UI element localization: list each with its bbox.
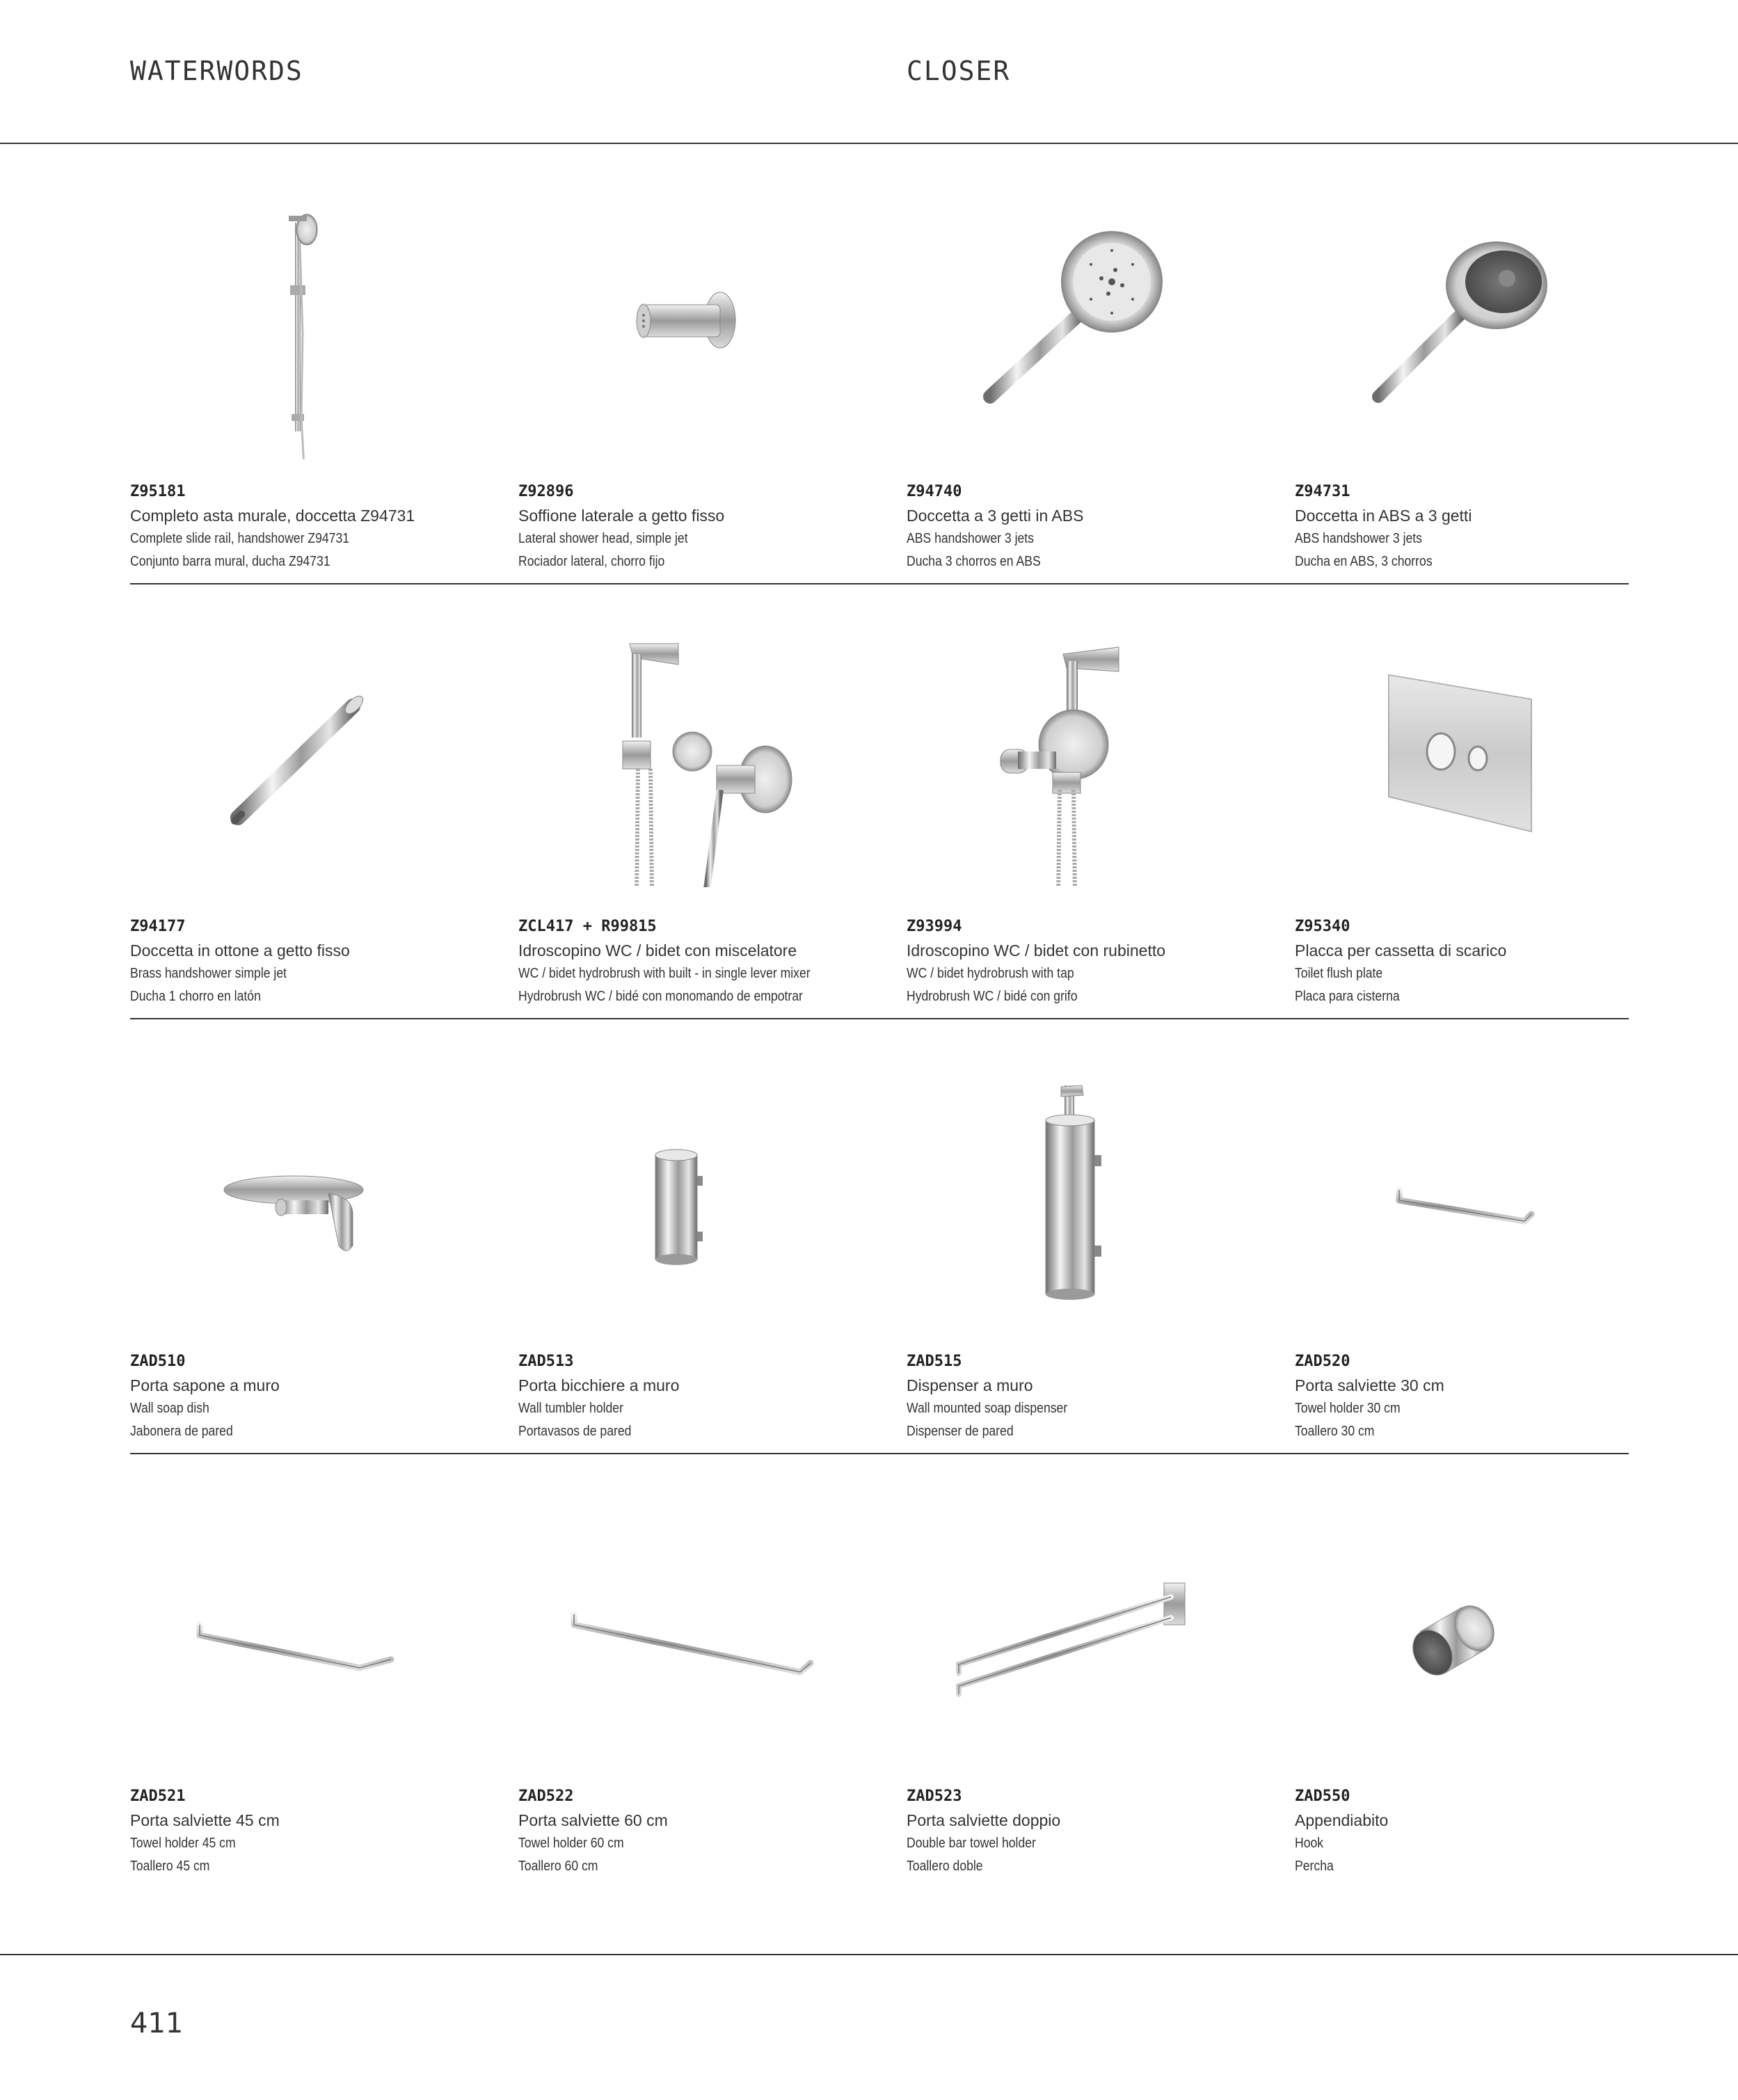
abs-handshower-icon	[1295, 195, 1671, 459]
towel-holder-30-icon	[1295, 1065, 1671, 1329]
description-es: Hydrobrush WC / bidé con grifo	[907, 989, 1078, 1004]
description-it: Soffione laterale a getto fisso	[518, 507, 725, 525]
description-it: Appendiabito	[1295, 1811, 1389, 1829]
product-code: Z94731	[1295, 483, 1350, 500]
product-code: ZAD521	[130, 1788, 186, 1805]
description-en: ABS handshower 3 jets	[907, 531, 1034, 546]
description-en: Wall mounted soap dispenser	[907, 1401, 1068, 1416]
flush-plate-icon	[1295, 630, 1671, 894]
description-es: Hydrobrush WC / bidé con monomando de empotrar	[518, 989, 803, 1004]
row-divider	[130, 1453, 1629, 1454]
description-it: Doccetta in ABS a 3 getti	[1295, 507, 1472, 525]
description-en: Towel holder 60 cm	[518, 1836, 624, 1851]
description-it: Porta salviette 60 cm	[518, 1811, 668, 1829]
row-divider	[130, 583, 1629, 584]
soap-dispenser-icon	[907, 1058, 1282, 1322]
towel-holder-45-icon	[130, 1500, 506, 1764]
soap-dish-icon	[130, 1065, 506, 1329]
description-en: Hook	[1295, 1836, 1324, 1851]
brass-handshower-icon	[130, 630, 506, 894]
hook-icon	[1295, 1500, 1671, 1764]
description-it: Doccetta a 3 getti in ABS	[907, 507, 1084, 525]
row-divider	[130, 1018, 1629, 1019]
description-en: Toilet flush plate	[1295, 966, 1383, 981]
description-en: Towel holder 45 cm	[130, 1836, 236, 1851]
footer-divider	[0, 1954, 1738, 1955]
handshower-3-jets-icon	[907, 195, 1282, 459]
description-en: WC / bidet hydrobrush with tap	[907, 966, 1074, 981]
description-it: Dispenser a muro	[907, 1376, 1033, 1394]
product-code: ZAD510	[130, 1353, 186, 1370]
description-it: Idroscopino WC / bidet con rubinetto	[907, 941, 1166, 960]
description-es: Conjunto barra mural, ducha Z94731	[130, 554, 330, 569]
description-it: Doccetta in ottone a getto fisso	[130, 941, 350, 960]
product-code: Z95181	[130, 483, 186, 500]
page-number: 411	[130, 2007, 184, 2039]
product-code: ZAD523	[907, 1788, 962, 1805]
slide-rail-icon	[130, 195, 506, 459]
description-es: Toallero 45 cm	[130, 1859, 210, 1874]
product-code: Z92896	[518, 483, 574, 500]
description-it: Porta sapone a muro	[130, 1376, 280, 1394]
collection-closer: CLOSER	[907, 56, 1011, 86]
description-en: Towel holder 30 cm	[1295, 1401, 1401, 1416]
description-es: Jabonera de pared	[130, 1424, 233, 1439]
description-it: Porta salviette doppio	[907, 1811, 1061, 1829]
description-es: Toallero 60 cm	[518, 1859, 598, 1874]
product-code: ZAD515	[907, 1353, 962, 1370]
description-it: Porta salviette 45 cm	[130, 1811, 280, 1829]
description-it: Idroscopino WC / bidet con miscelatore	[518, 941, 797, 960]
product-code: ZAD520	[1295, 1353, 1350, 1370]
product-code: ZCL417 + R99815	[518, 918, 657, 935]
product-code: Z94740	[907, 483, 962, 500]
description-en: Lateral shower head, simple jet	[518, 531, 688, 546]
description-en: WC / bidet hydrobrush with built - in single lever mixer	[518, 966, 811, 981]
description-es: Ducha 3 chorros en ABS	[907, 554, 1041, 569]
hydrobrush-tap-icon	[907, 623, 1282, 887]
brand-waterwords: WATERWORDS	[130, 56, 303, 86]
product-code: ZAD522	[518, 1788, 574, 1805]
description-it: Porta salviette 30 cm	[1295, 1376, 1444, 1394]
product-code: Z95340	[1295, 918, 1350, 935]
description-es: Toallero doble	[907, 1859, 983, 1874]
towel-holder-60-icon	[518, 1500, 894, 1764]
description-it: Porta bicchiere a muro	[518, 1376, 680, 1394]
tumbler-holder-icon	[518, 1065, 894, 1329]
description-es: Ducha 1 chorro en latón	[130, 989, 261, 1004]
description-en: Wall soap dish	[130, 1401, 209, 1416]
description-en: Brass handshower simple jet	[130, 966, 287, 981]
hydrobrush-mixer-icon	[518, 623, 894, 887]
description-it: Completo asta murale, doccetta Z94731	[130, 507, 415, 525]
description-it: Placca per cassetta di scarico	[1295, 941, 1507, 960]
description-es: Ducha en ABS, 3 chorros	[1295, 554, 1433, 569]
description-es: Toallero 30 cm	[1295, 1424, 1375, 1439]
product-code: Z94177	[130, 918, 186, 935]
description-en: Double bar towel holder	[907, 1836, 1036, 1851]
description-es: Portavasos de pared	[518, 1424, 632, 1439]
header-divider	[0, 143, 1738, 144]
description-es: Dispenser de pared	[907, 1424, 1014, 1439]
description-es: Rociador lateral, chorro fijo	[518, 554, 665, 569]
lateral-shower-head-icon	[518, 195, 894, 459]
description-en: ABS handshower 3 jets	[1295, 531, 1422, 546]
description-es: Placa para cisterna	[1295, 989, 1400, 1004]
double-towel-holder-icon	[907, 1500, 1282, 1764]
product-code: ZAD513	[518, 1353, 574, 1370]
description-en: Wall tumbler holder	[518, 1401, 623, 1416]
description-es: Percha	[1295, 1859, 1334, 1874]
product-code: ZAD550	[1295, 1788, 1350, 1805]
product-code: Z93994	[907, 918, 962, 935]
description-en: Complete slide rail, handshower Z94731	[130, 531, 350, 546]
